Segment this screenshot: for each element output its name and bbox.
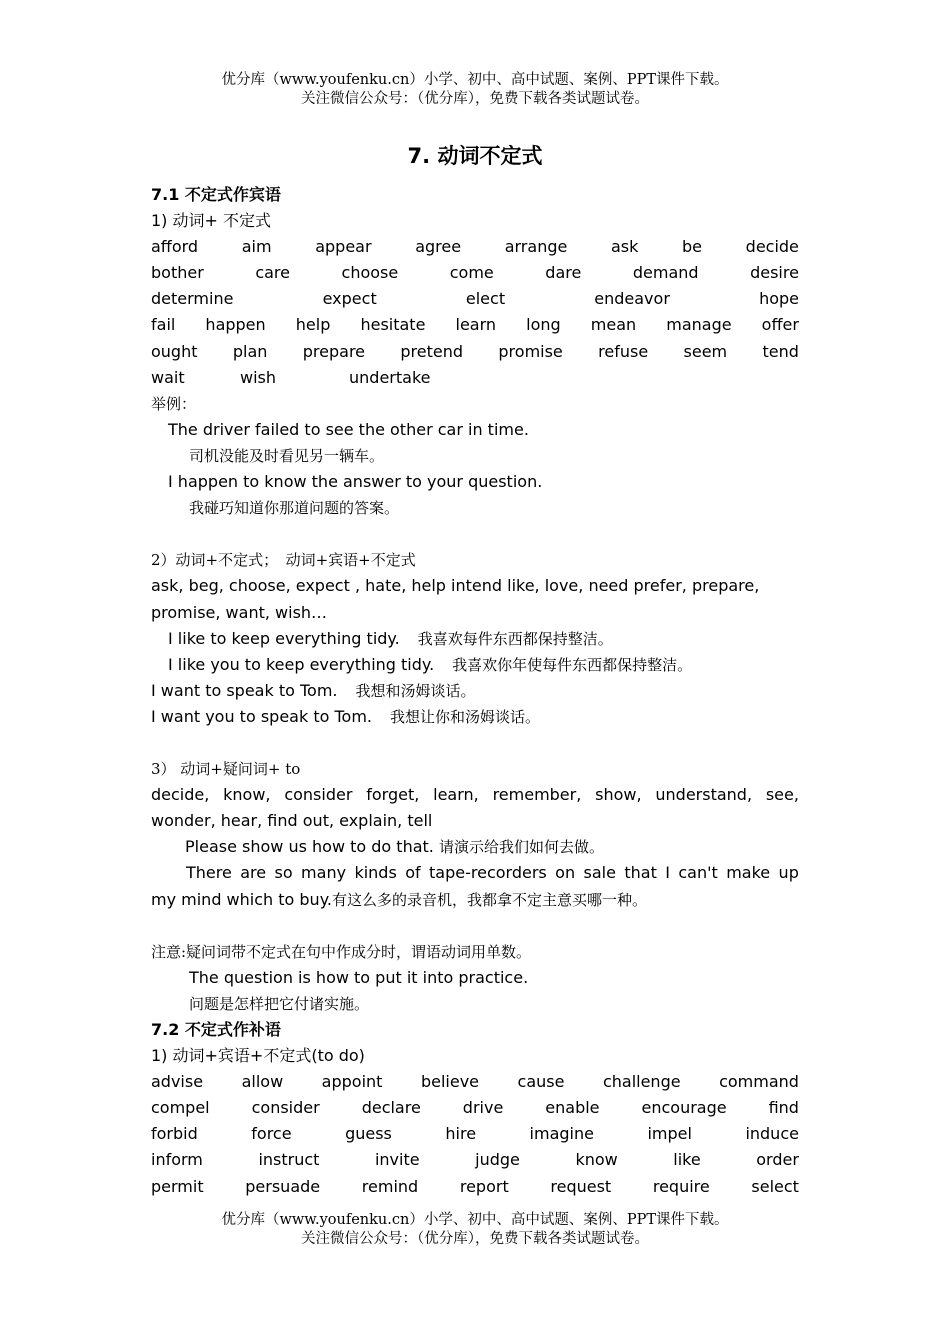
sentence-word: sale	[583, 863, 616, 883]
verb-word: drive	[462, 1098, 504, 1118]
example-label: 举例：	[151, 394, 197, 413]
verb-list-row	[151, 782, 799, 808]
verb-word: inform	[151, 1150, 203, 1170]
sentence-word: are	[240, 863, 267, 883]
verb-word: hesitate	[360, 315, 426, 335]
verb-word: understand,	[655, 785, 753, 805]
verb-word: believe	[420, 1072, 479, 1092]
sentence-word: up	[778, 863, 799, 883]
sentence-word: tape-recorders	[429, 863, 547, 883]
verb-word: refuse	[598, 341, 649, 361]
example-pair	[151, 652, 799, 678]
verb-word: tend	[762, 341, 799, 361]
verb-word: promise	[498, 341, 563, 361]
verb-word: seem	[683, 341, 728, 361]
verb-word: judge	[475, 1150, 520, 1170]
example-translation: 我想让你和汤姆谈话。	[389, 707, 540, 726]
spacer	[151, 521, 799, 547]
verb-word: wish	[240, 367, 277, 387]
verb-word: learn	[455, 315, 497, 335]
verb-word: consider	[284, 785, 353, 805]
example-pair	[151, 626, 799, 652]
verb-list-row	[151, 1121, 799, 1147]
example-pair	[151, 834, 799, 860]
subsection-label: 3） 动词+疑问词+ to	[151, 760, 301, 779]
verb-word: offer	[761, 315, 799, 335]
verb-word: order	[756, 1150, 799, 1170]
verb-word: require	[652, 1176, 710, 1196]
section-heading-7-1: 7.1 不定式作宾语	[151, 185, 281, 204]
verb-word: permit	[151, 1176, 204, 1196]
example-sentence: I happen to know the answer to your question.	[168, 472, 543, 492]
verb-list-row	[151, 312, 799, 338]
example-sentence: The driver failed to see the other car in time.	[168, 419, 529, 439]
verb-word: show,	[595, 785, 642, 805]
section-heading-7-2: 7.2 不定式作补语	[151, 1020, 281, 1039]
verb-word: allow	[241, 1072, 284, 1092]
verb-word: appoint	[321, 1072, 383, 1092]
verb-word: demand	[632, 263, 699, 283]
verb-word: encourage	[641, 1098, 727, 1118]
example-translation: 司机没能及时看见另一辆车。	[189, 446, 385, 465]
verb-word: fail	[151, 315, 176, 335]
example-translation: 我想和汤姆谈话。	[355, 681, 476, 700]
header-line-2: 关注微信公众号：（优分库），免费下载各类试题试卷。	[301, 91, 649, 107]
example-sentence-justified	[151, 860, 799, 886]
verb-word: choose	[341, 263, 399, 283]
verb-word: impel	[647, 1124, 692, 1144]
verb-word: remember,	[492, 785, 582, 805]
verb-word: hire	[445, 1124, 477, 1144]
verb-word: compel	[151, 1098, 210, 1118]
verb-word: see,	[765, 785, 799, 805]
verb-list-row	[151, 1069, 799, 1095]
verb-word: select	[751, 1176, 799, 1196]
verb-list-line: promise, want, wish…	[151, 602, 328, 622]
verb-list-row	[151, 286, 799, 312]
verb-word: find	[768, 1098, 799, 1118]
verb-word: afford	[151, 237, 199, 257]
footer-line-1: 优分库（www.youfenku.cn）小学、初中、高中试题、案例、PPT课件下载。	[221, 1212, 729, 1228]
verb-word: happen	[205, 315, 266, 335]
verb-word: help	[295, 315, 331, 335]
example-pair	[151, 887, 799, 913]
verb-word: agree	[415, 237, 462, 257]
verb-word: guess	[345, 1124, 392, 1144]
verb-word: come	[449, 263, 494, 283]
verb-word: dare	[545, 263, 582, 283]
verb-word: elect	[465, 289, 506, 309]
verb-word: request	[550, 1176, 612, 1196]
verb-word: determine	[151, 289, 234, 309]
verb-word: report	[459, 1176, 509, 1196]
example-sentence: I want you to speak to Tom.	[151, 706, 372, 726]
sentence-word: kinds	[354, 863, 397, 883]
verb-word: persuade	[245, 1176, 321, 1196]
verb-word: ask	[610, 237, 639, 257]
example-sentence: The question is how to put it into practice.	[189, 967, 529, 987]
verb-word: decide	[745, 237, 799, 257]
verb-word: pretend	[400, 341, 464, 361]
example-translation: 我喜欢你年使每件东西都保持整洁。	[452, 655, 693, 674]
footer-line-2: 关注微信公众号：（优分库），免费下载各类试题试卷。	[301, 1231, 649, 1247]
verb-word: advise	[151, 1072, 204, 1092]
sentence-word: that	[624, 863, 657, 883]
verb-word: aim	[241, 237, 272, 257]
example-sentence: I like to keep everything tidy.	[168, 628, 400, 648]
sentence-word: so	[274, 863, 293, 883]
verb-word: consider	[251, 1098, 320, 1118]
verb-word: challenge	[602, 1072, 681, 1092]
verb-word: command	[719, 1072, 799, 1092]
sentence-word: can't	[678, 863, 718, 883]
verb-word: undertake	[349, 367, 431, 387]
spacer	[151, 913, 799, 939]
verb-word: bother	[151, 263, 204, 283]
note-label: 注意:疑问词带不定式在句中作成分时，谓语动词用单数。	[151, 942, 532, 961]
verb-word: long	[526, 315, 561, 335]
chapter-title: 7. 动词不定式	[407, 144, 543, 168]
header-line-1: 优分库（www.youfenku.cn）小学、初中、高中试题、案例、PPT课件下载。	[221, 72, 729, 88]
verb-list-row	[151, 234, 799, 260]
verb-word: instruct	[258, 1150, 320, 1170]
verb-word: force	[251, 1124, 292, 1144]
verb-list-line: wonder, hear, find out, explain, tell	[151, 811, 433, 831]
verb-word: arrange	[504, 237, 568, 257]
verb-word: know	[575, 1150, 618, 1170]
verb-word: wait	[151, 367, 185, 387]
verb-word: remind	[361, 1176, 419, 1196]
verb-list-row	[151, 1095, 799, 1121]
sentence-word: There	[186, 863, 232, 883]
verb-word: be	[682, 237, 703, 257]
verb-word: imagine	[529, 1124, 594, 1144]
example-sentence: I want to speak to Tom.	[151, 680, 338, 700]
verb-word: know,	[223, 785, 271, 805]
verb-word: appear	[315, 237, 372, 257]
verb-list-row	[151, 260, 799, 286]
page-footer	[0, 1211, 950, 1249]
example-translation: 我碰巧知道你那道问题的答案。	[189, 499, 400, 518]
example-sentence: my mind which to buy.	[151, 889, 332, 909]
verb-list-row	[151, 339, 799, 365]
sentence-word: of	[405, 863, 421, 883]
verb-word: hope	[759, 289, 799, 309]
page-header	[0, 71, 950, 109]
verb-word: induce	[745, 1124, 799, 1144]
verb-word: decide,	[151, 785, 210, 805]
verb-word: enable	[545, 1098, 600, 1118]
example-translation: 我喜欢每件东西都保持整洁。	[417, 629, 613, 648]
verb-list-row	[151, 365, 799, 391]
verb-word: plan	[232, 341, 268, 361]
verb-list-row	[151, 1174, 799, 1200]
verb-word: forbid	[151, 1124, 198, 1144]
sentence-word: make	[726, 863, 771, 883]
example-translation: 有这么多的录音机，我都拿不定主意买哪一种。	[331, 890, 647, 909]
verb-word: invite	[374, 1150, 420, 1170]
example-pair	[151, 704, 799, 730]
verb-word: desire	[750, 263, 799, 283]
verb-word: endeavor	[594, 289, 670, 309]
verb-list-row	[151, 1147, 799, 1173]
verb-word: care	[255, 263, 290, 283]
verb-word: forget,	[366, 785, 420, 805]
subsection-label: 1) 动词+宾语+不定式(to do)	[151, 1046, 365, 1066]
subsection-label: 1) 动词+ 不定式	[151, 211, 272, 231]
example-translation: 问题是怎样把它付诸实施。	[189, 994, 370, 1013]
sentence-word: I	[665, 863, 670, 883]
sentence-word: on	[555, 863, 576, 883]
verb-word: mean	[590, 315, 637, 335]
verb-word: declare	[361, 1098, 421, 1118]
verb-word: ought	[151, 341, 198, 361]
verb-word: prepare	[302, 341, 366, 361]
example-sentence: I like you to keep everything tidy.	[168, 654, 435, 674]
verb-word: cause	[517, 1072, 565, 1092]
verb-word: expect	[322, 289, 377, 309]
document-body	[151, 182, 799, 1200]
sentence-word: many	[301, 863, 347, 883]
verb-word: manage	[666, 315, 732, 335]
spacer	[151, 730, 799, 756]
verb-word: like	[673, 1150, 701, 1170]
subsection-label: 2）动词+不定式； 动词+宾语+不定式	[151, 551, 416, 570]
example-pair	[151, 678, 799, 704]
verb-list-line: ask, beg, choose, expect , hate, help intend like, love, need prefer, prepare,	[151, 576, 760, 596]
example-translation: 请演示给我们如何去做。	[438, 838, 604, 857]
verb-word: learn,	[433, 785, 479, 805]
example-sentence: Please show us how to do that.	[185, 837, 434, 857]
